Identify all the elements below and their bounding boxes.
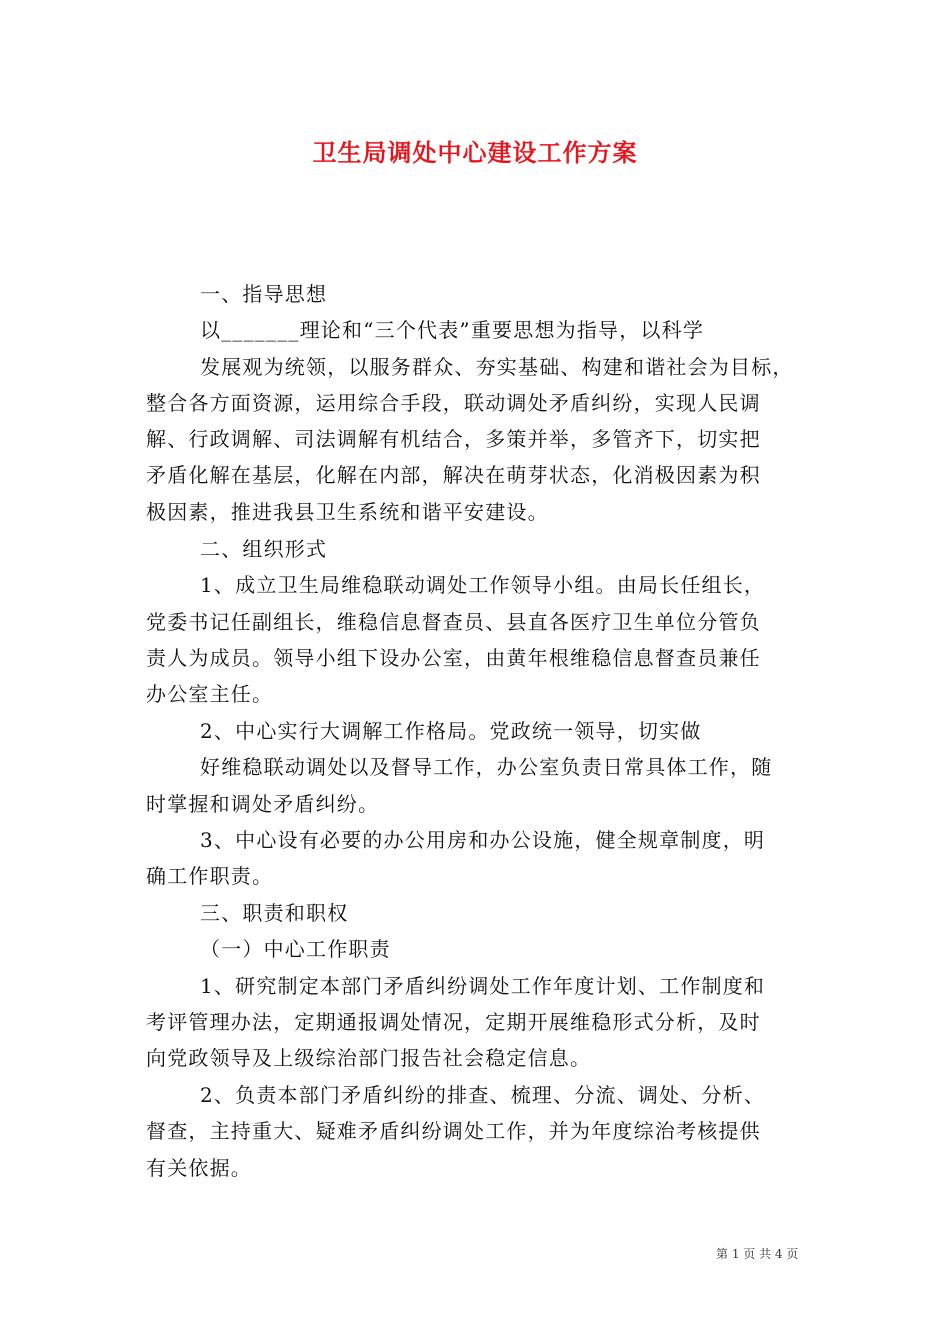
body-line: 党委书记任副组长，维稳信息督查员、县直各医疗卫生单位分管负 [146, 610, 761, 634]
body-line: 发展观为统领，以服务群众、夯实基础、构建和谐社会为目标， [200, 355, 794, 379]
body-line: 2、负责本部门矛盾纠纷的排查、梳理、分流、调处、分析、 [200, 1083, 766, 1107]
body-line: 确工作职责。 [146, 864, 274, 888]
body-line: 2、中心实行大调解工作格局。党政统一领导，切实做 [200, 719, 702, 743]
heading-guiding-thought: 一、指导思想 [200, 282, 328, 306]
subheading-center-duties: （一）中心工作职责 [200, 937, 391, 961]
body-line: 解、行政调解、司法调解有机结合，多策并举，多管齐下，切实把 [146, 427, 761, 451]
body-line: 考评管理办法，定期通报调处情况，定期开展维稳形式分析，及时 [146, 1010, 761, 1034]
body-line: 有关依据。 [146, 1156, 252, 1180]
body-line: 以_______理论和“三个代表”重要思想为指导，以科学 [200, 318, 705, 342]
body-line: 向党政领导及上级综治部门报告社会稳定信息。 [146, 1046, 592, 1070]
body-line: 责人为成员。领导小组下设办公室，由黄年根维稳信息督查员兼任 [146, 646, 761, 670]
heading-organization: 二、组织形式 [200, 537, 328, 561]
document-title: 卫生局调处中心建设工作方案 [312, 138, 638, 167]
heading-duties: 三、职责和职权 [200, 901, 349, 925]
body-line: 整合各方面资源，运用综合手段，联动调处矛盾纠纷，实现人民调 [146, 391, 761, 415]
body-line: 矛盾化解在基层，化解在内部，解决在萌芽状态，化消极因素为积 [146, 463, 761, 487]
body-line: 督查，主持重大、疑难矛盾纠纷调处工作，并为年度综治考核提供 [146, 1119, 761, 1143]
body-line: 1、研究制定本部门矛盾纠纷调处工作年度计划、工作制度和 [200, 974, 766, 998]
body-line: 办公室主任。 [146, 682, 274, 706]
body-line: 3、中心设有必要的办公用房和办公设施，健全规章制度，明 [200, 828, 766, 852]
body-line: 1、成立卫生局维稳联动调处工作领导小组。由局长任组长， [200, 573, 766, 597]
page-number: 第 1 页 共 4 页 [716, 1247, 799, 1261]
body-line: 好维稳联动调处以及督导工作，办公室负责日常具体工作，随 [200, 755, 773, 779]
body-line: 时掌握和调处矛盾纠纷。 [146, 792, 380, 816]
body-line: 极因素，推进我县卫生系统和谐平安建设。 [146, 500, 549, 524]
